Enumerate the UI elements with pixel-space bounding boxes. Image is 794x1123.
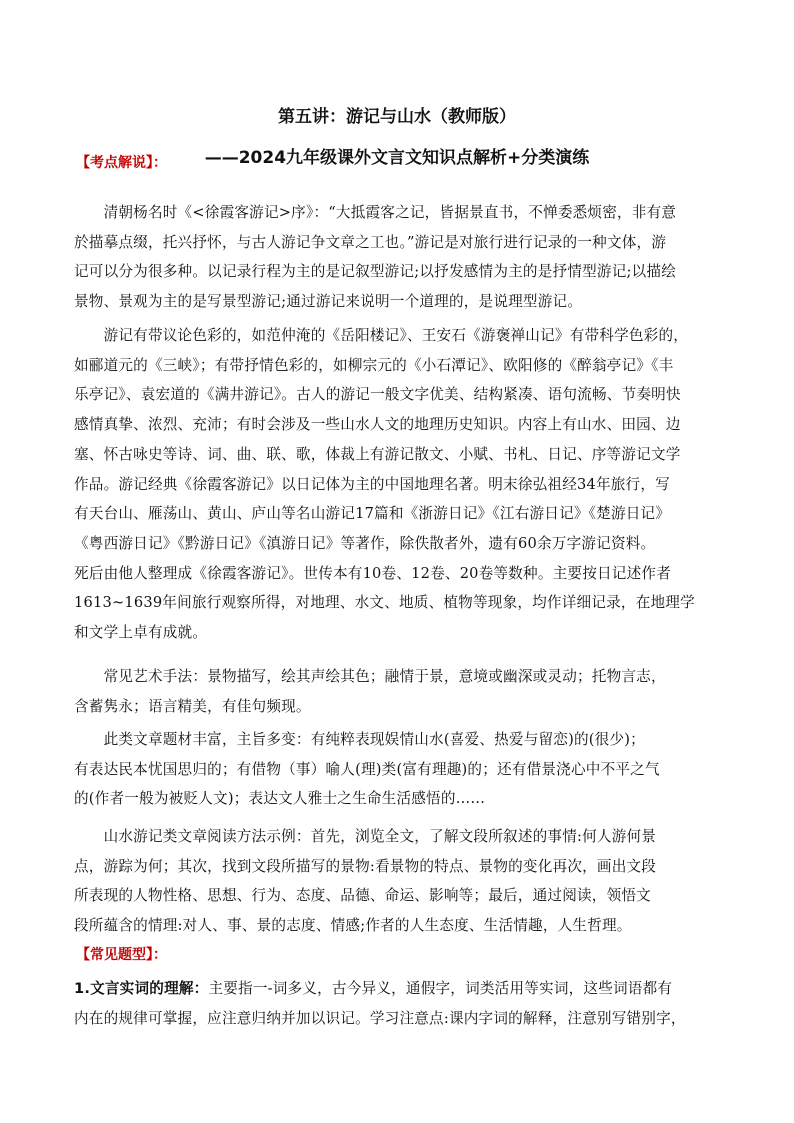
question-type-lead: 1.文言实词的理解： [74, 980, 209, 997]
section-heading-label: 常见题型 [90, 947, 146, 963]
section-heading-label: 考点解说 [90, 155, 146, 171]
paragraph-line: 作品。游记经典《徐霞客游记》以日记体为主的中国地理名著。明末徐弘祖经34年旅行，写 [74, 475, 670, 493]
paragraph-line: 山水游记类文章阅读方法示例：首先，浏览全文，了解文段所叙述的事情:何人游何景 [74, 828, 657, 845]
section-heading-kaodian: 【考点解说】： [76, 155, 167, 171]
paragraph-line: 如郦道元的《三峡》；有带抒情色彩的，如柳宗元的《小石潭记》、欧阳修的《醉翁亭记》《丰 [74, 356, 674, 374]
paragraph-line: 内在的规律可掌握，应注意归纳并加以识记。学习注意点:课内字词的解释，注意别写错别字， [74, 1009, 686, 1027]
paragraph-techniques [74, 662, 726, 721]
paragraph-line: 景物、景观为主的是写景型游记;通过游记来说明一个道理的，是说理型游记。 [74, 293, 583, 311]
paragraph-line: 死后由他人整理成《徐霞客游记》。世传本有10卷、12卷、20卷等数种。主要按日记述作者 [74, 564, 671, 582]
paragraph-line: 感情真挚、浓烈、充沛；有时会涉及一些山水人文的地理历史知识。内容上有山水、田园、边 [74, 416, 681, 434]
paragraph-line: 塞、怀古咏史等诗、词、曲、联、歌，体裁上有游记散文、小赋、书札、日记、序等游记文学 [74, 445, 681, 463]
paragraph-line: 点，游踪为何；其次，找到文段所描写的景物:看景物的特点、景物的变化再次，画出文段 [74, 857, 657, 875]
paragraph-line: 有表达民本忧国思归的；有借物（事）喻人(理)类(富有理趣)的；还有借景浇心中不平之气 [74, 760, 660, 778]
paragraph-line: 和文学上卓有成就。 [74, 624, 208, 642]
paragraph-line: 乐亭记》、袁宏道的《满井游记》。古人的游记一般文字优美、结构紧凑、语句流畅、节奏明快 [74, 386, 681, 404]
paragraph-themes [74, 725, 726, 814]
paragraph-question-type-1 [74, 974, 726, 1033]
paragraph-line: 含蓄隽永；语言精美，有佳句频现。 [74, 697, 311, 715]
paragraph-line: 游记有带议论色彩的，如范仲淹的《岳阳楼记》、王安石《游褒禅山记》有带科学色彩的， [74, 327, 689, 344]
paragraph-line: 段所蕴含的情理:对人、事、景的志度、情感;作者的人生态度、生活情趣，人生哲理。 [74, 917, 632, 935]
paragraph-intro [74, 198, 726, 317]
paragraph-line: 《粤西游日记》《黔游日记》《滇游日记》等著作，除佚散者外，遗有60余万字游记资料。 [74, 534, 656, 552]
section-heading-tixing: 【常见题型】： [76, 947, 167, 963]
paragraph-line: 的(作者一般为被贬人文)；表达文人雅士之生命生活感悟的…… [74, 790, 486, 808]
paragraph-line: 清朝杨名时《<徐霞客游记>序》：“大抵霞客之记，皆据景直书，不惮委悉烦密，非有意 [74, 204, 677, 221]
page-title: 第五讲：游记与山水（教师版） [278, 107, 516, 127]
page-subtitle: ——2024九年级课外文言文知识点解析+分类演练 [204, 148, 590, 168]
paragraph-types [74, 321, 726, 648]
paragraph-line: 有天台山、雁荡山、黄山、庐山等名山游记17篇和《浙游日记》《江右游日记》《楚游日记》 [74, 505, 671, 523]
paragraph-line: 常见艺术手法：景物描写，绘其声绘其色；融情于景，意境或幽深或灵动；托物言志， [74, 668, 666, 685]
paragraph-line: 1613~1639年间旅行观察所得，对地理、水文、地质、植物等现象，均作详细记录，在地理学 [74, 594, 695, 612]
paragraph-line: 於描摹点缀，托兴抒怀，与古人游记争文章之工也。”游记是对旅行进行记录的一种文体，游 [74, 233, 667, 251]
paragraph-line: 此类文章题材丰富，主旨多变：有纯粹表现娱情山水(喜爱、热爱与留恋)的(很少)； [74, 731, 645, 748]
paragraph-line: 记可以分为很多种。以记录行程为主的是记叙型游记;以抒发感情为主的是抒情型游记;以描绘 [74, 263, 676, 281]
paragraph-line: 1.文言实词的理解：主要指一-词多义，古今异义，通假字，词类活用等实词，这些词语都有 [74, 980, 673, 997]
paragraph-line: 所表现的人物性格、思想、行为、态度、品德、命运、影响等；最后，通过阅读，领悟文 [74, 887, 651, 905]
paragraph-reading-method [74, 822, 726, 941]
